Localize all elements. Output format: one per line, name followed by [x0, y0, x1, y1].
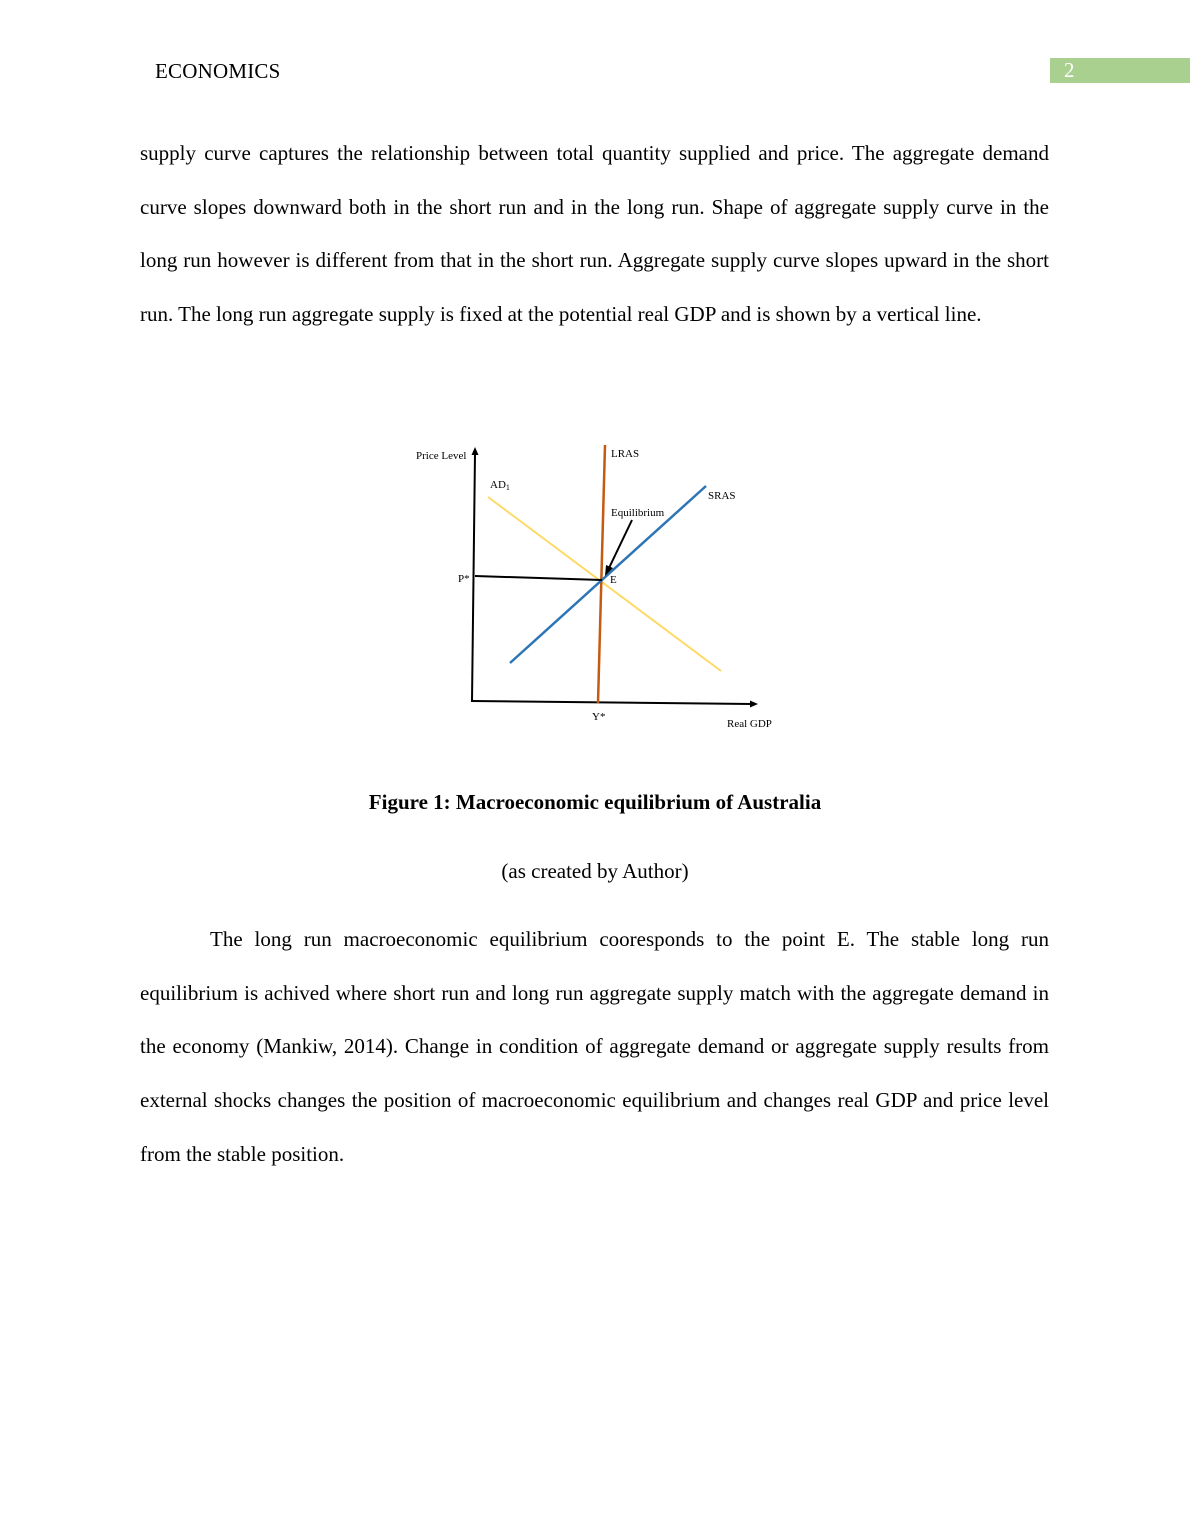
x-axis [471, 701, 752, 704]
ad-label-text: AD [490, 479, 506, 491]
ad-label-subscript: 1 [505, 483, 510, 492]
x-axis-arrowhead [750, 701, 758, 708]
sras-label: SRAS [708, 490, 736, 502]
y-axis-arrowhead [472, 447, 479, 455]
p-star-guide-line [475, 576, 602, 580]
ad-curve [488, 497, 721, 671]
equilibrium-label: Equilibrium [611, 507, 665, 519]
x-axis-label: Real GDP [727, 718, 772, 730]
lras-curve [598, 445, 605, 703]
body-paragraph-1: supply curve captures the relationship between total quantity supplied and price. The aggregate demand curve slopes downward both in the short run and in the long run. Shape of aggregate supply curve in the long run however is different from that in the short run. Aggregate supply curve slopes upward in the short run. The long run aggregate supply is fixed at the potential real GDP and is shown by a vertical line. [140, 141, 1049, 327]
y-axis [472, 453, 475, 701]
running-header: ECONOMICS [155, 59, 281, 83]
lras-label: LRAS [611, 448, 640, 460]
p-star-label: P* [458, 573, 470, 585]
figure-caption: Figure 1: Macroeconomic equilibrium of Australia [368, 790, 822, 814]
equilibrium-arrow [609, 520, 632, 568]
y-star-label: Y* [592, 711, 606, 723]
y-axis-label: Price Level [416, 450, 467, 462]
point-e-label: E [610, 574, 617, 586]
figure-source: (as created by Author) [501, 859, 689, 883]
page-number: 2 [1064, 58, 1075, 82]
page-number-badge [1050, 58, 1190, 83]
ad-as-diagram [400, 435, 800, 745]
body-paragraph-2: The long run macroeconomic equilibrium cooresponds to the point E. The stable long run equilibrium is achived where short run and long run aggregate supply match with the aggregate demand in the economy (Mankiw, 2014). Change in condition of aggregate demand or aggregate supply results from external shocks changes the position of macroeconomic equilibrium and changes real GDP and price level from the stable position. [140, 927, 1049, 1166]
sras-curve [510, 486, 706, 663]
ad-label [490, 479, 510, 492]
